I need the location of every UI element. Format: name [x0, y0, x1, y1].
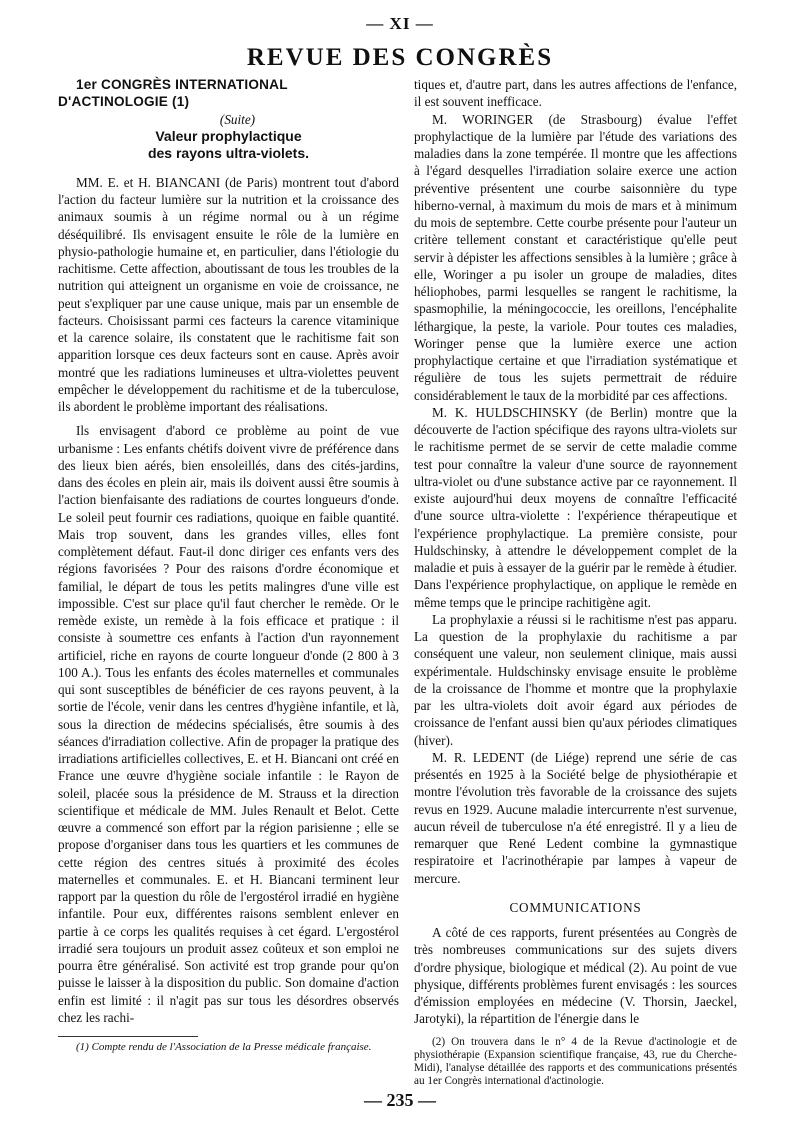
footnote-1: (1) Compte rendu de l'Association de la Presse médicale française.	[76, 1041, 372, 1053]
paragraph-huldschinsky: M. K. HULDSCHINSKY (de Berlin) montre que la découverte de l'action spécifique des rayons ultra-violets sur le rachitisme permet de se servir de cette maladie comme test pour connaître la valeur d'une source de rayonnement ultra-violet ou d'une substance active par ce rayonnement. Il existe aujourd'hui deux moyens de connaître l'efficacité d'une source ultra-violette : l'expérience thérapeutique et l'expérience prophylactique. La première consiste, pour Huldschinsky, à attendre le développement complet de la maladie et puis à essayer de la guérir par le remède à étudier. Dans l'expérience prophylactique, on applique le remède en même temps que le principe rachitigène agit.	[414, 404, 737, 610]
right-column	[414, 76, 737, 1089]
subtitle-line-2: des rayons ultra-violets.	[147, 144, 310, 161]
paragraph-continuation: tiques et, d'autre part, dans les autres affections de l'enfance, il est souvent inefficace.	[414, 77, 737, 110]
communications-heading: COMMUNICATIONS	[509, 899, 642, 915]
paragraph-woringer: M. WORINGER (de Strasbourg) évalue l'effet prophylactique de la lumière par l'étude des variations des maladies dans la zone tempérée. Il montre que les affections à l'égard desquelles l'irradiation solaire exerce une action préventive présentent une courbe saisonnière du type hiberno-vernal, à maximum du mois de mars et à minimum du mois de septembre. Cette courbe présente pour l'auteur un critère tellement constant et caractéristique qu'elle peut servir à dépister les affections sensibles à la lumière ; grâce à elle, Woringer a pu isoler un groupe de maladies, dites héliophobes, parmi lesquelles se rangent le rachitisme, la spasmophilie, la méningococcie, les oreillons, l'encéphalite léthargique, la peste, la variole. Pour toutes ces maladies, Woringer pense que la lumière exerce une action prophylactique certaine et que l'irradiation systématique et régulière de tous les sujets permettrait de réduire considérablement le taux de la morbidité par ces affections.	[414, 111, 737, 403]
left-column	[58, 76, 399, 1055]
footnote-2: (2) On trouvera dans le n° 4 de la Revue d'actinologie et de physiothérapie (Expansion scientifique française, 43, rue du Cherche-Midi), l'analyse détaillée des rapports et des communications présentés au 1er Congrès international d'actinologie.	[414, 1035, 737, 1088]
paragraph-biancani: MM. E. et H. BIANCANI (de Paris) montrent tout d'abord l'action du facteur lumière sur la nutrition et la croissance des animaux soumis à un régime normal ou à un régime déséquilibré. Ils envisagent ensuite le rôle de la lumière en physio-pathologie humaine et, en particulier, dans l'étiologie du rachitisme. Cette affection, aboutissant de tous les troubles de la nutrition qui atteignent un organisme en voie de croissance, ne peut s'expliquer par une cause unique, mais par un ensemble de facteurs. Choisissant parmi ces facteurs la carence vitaminique et la carence solaire, ils constatent que le rachitisme fait son apparition lorsque ces deux facteurs sont en cause. Après avoir montré que les radiations lumineuses et ultra-violettes peuvent empêcher le développement du rachitisme et de la tuberculose, ils abordent le problème important des réalisations.	[58, 174, 399, 414]
article-subtitle	[58, 128, 399, 162]
footnote-rule	[58, 1036, 198, 1037]
paragraph-ledent: M. R. LEDENT (de Liége) reprend une série de cas présentés en 1925 à la Société belge de physiothérapie et montre l'évolution très favorable de la croissance des sujets revus en 1929. Aucune maladie intercurrente n'est survenue, aucun réveil de tuberculose n'a été enregistré. Il y a lieu de remarquer que René Ledent combine la gymnastique respiratoire et l'acrinothérapie par lampes à vapeur de mercure.	[414, 749, 737, 886]
paragraph-communications: A côté de ces rapports, furent présentées au Congrès de très nombreuses communications sur des sujets divers d'ordre physique, biologique et médical (2). Au point de vue physique, différents problèmes furent envisagés : les sources d'émission employées en médecine (V. Thorsin, Jaeckel, Jarotyki), la répartition de l'énergie dans le	[414, 925, 737, 1027]
paragraph-prophylaxie: La prophylaxie a réussi si le rachitisme n'est pas apparu. La question de la prophylaxie du rachitisme a par conséquent une valeur, non seulement clinique, mais aussi expérimentale. Huldschinsky envisage ensuite le problème de la croissance de l'homme et montre que la prophylaxie par les ultra-violets doit avoir égard aux périodes de croissance de l'enfant aussi bien qu'aux périodes climatiques (hiver).	[414, 611, 737, 748]
page-number: — 235 —	[364, 1090, 436, 1110]
subtitle-line-1: Valeur prophylactique	[155, 127, 302, 144]
section-heading: 1er CONGRÈS INTERNATIONAL D'ACTINOLOGIE (1)	[58, 77, 288, 110]
roman-numeral-header: — XI —	[366, 14, 434, 33]
page-title: REVUE DES CONGRÈS	[246, 44, 554, 71]
suite-label: (Suite)	[219, 111, 256, 127]
paragraph-urbanisme: Ils envisagent d'abord ce problème au point de vue urbanisme : Les enfants chétifs doivent vivre de préférence dans des lieux bien aérés, bien ensoleillés, dans des cités-jardins, dans des écoles en plein air, mais ils doivent aussi être soumis à l'action bienfaisante des radiations de courtes longueurs d'onde. Le soleil peut fournir ces radiations, quoique en faible quantité. Mais trop souvent, dans les grandes villes, elles font complètement défaut. Faut-il donc diriger ces enfants vers des régions favorisées ? Pour des raisons d'ordre économique et familial, le départ de tous les petits malingres d'une ville est impossible. C'est sur place qu'il faut chercher le remède. Or le remède existe, un remède à la fois efficace et pratique : il consiste à soumettre ces enfants à l'action d'un rayonnement artificiel, riche en rayons de courte longueur d'onde (2 800 à 3 100 A.). Tous les enfants des écoles maternelles et communales qui sont susceptibles de bénéficier de ces rayons peuvent, à la sortie de l'école, venir dans les centres d'hygiène infantile, et là, sous la direction de médecins spécialisés, être soumis à des séances d'irradiation collective. Afin de propager la pratique des irradiations artificielles collectives, E. et H. Biancani ont créé en France une œuvre d'hygiène sociale infantile : le Rayon de soleil, placée sous la présidence de M. Strauss et la direction scientifique et médicale de MM. Jules Renault et Belot. Cette œuvre a commencé son effort par la région parisienne ; elle se propose d'organiser dans tous les quartiers et les communes de cette région des centres situés à proximité des écoles maternelles et communales. E. et H. Biancani terminent leur rapport par la question du rôle de l'ergostérol irradié en hygiène infantile. Pour eux, différentes raisons semblent enlever en partie à ce corps les qualités requises à cet égard. L'ergostérol irradié sera toujours un produit assez coûteux et son emploi ne pourra être généralisé. Son activité est trop grande pour qu'on puisse le laisser à la disposition du public. Son domaine d'action enfin est limité : il n'agit pas sur tous les désordres observés chez les rachi-	[58, 423, 399, 1025]
